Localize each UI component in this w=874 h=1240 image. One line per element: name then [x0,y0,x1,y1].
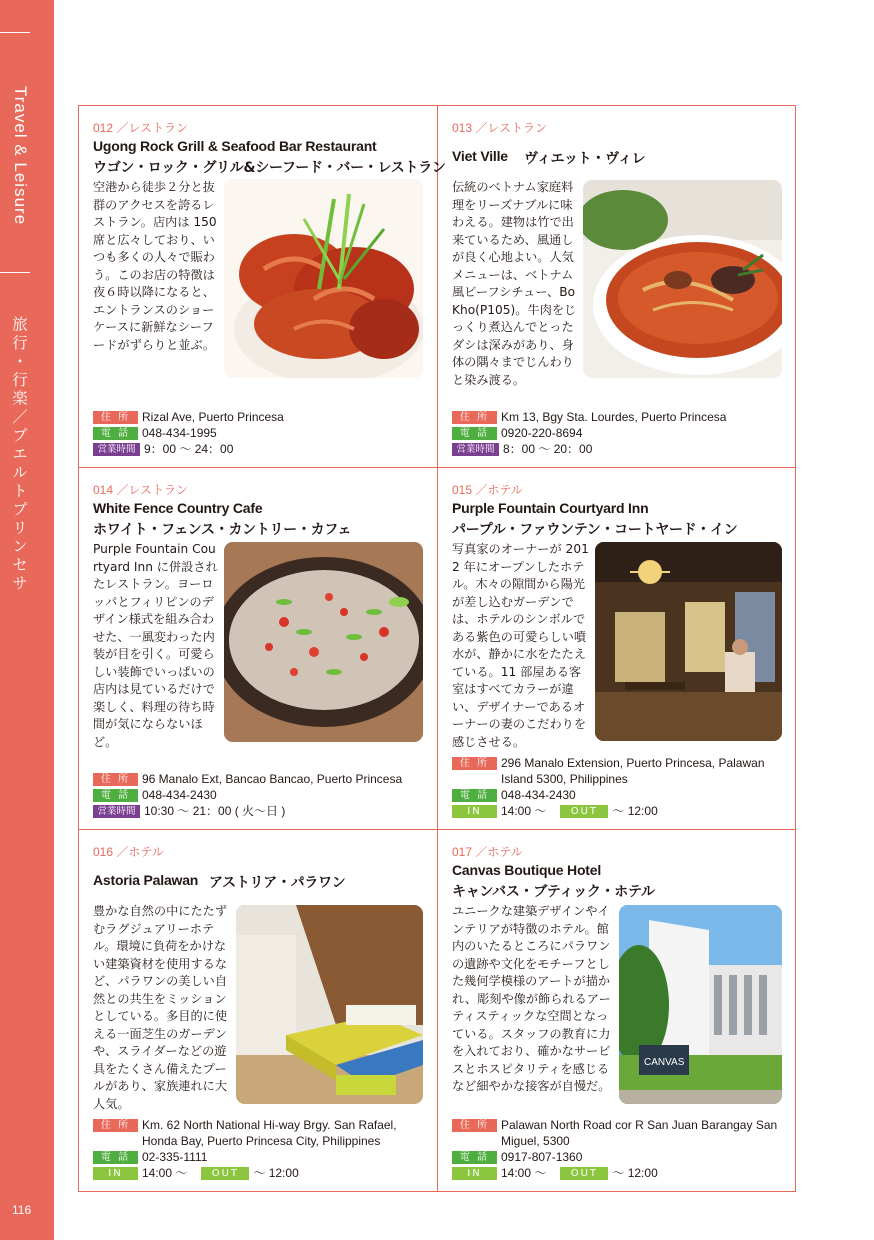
phone: 0917-807-1360 [501,1150,583,1164]
hours-label: 営業時間 [93,443,140,456]
checkout-time: ～ 12:00 [612,804,658,818]
address-line-1: Km. 62 North National Hi-way Brgy. San Rafael, [142,1118,397,1132]
phone-label: 電 話 [452,427,497,440]
info-block [452,755,765,819]
shrimp-dish-photo [224,179,423,378]
phone-label: 電 話 [93,1151,138,1164]
address-line-2: Honda Bay, Puerto Princesa City, Philippines [142,1134,381,1148]
phone-label: 電 話 [93,789,138,802]
address: Km 13, Bgy Sta. Lourdes, Puerto Princesa [501,410,727,424]
phone-label: 電 話 [452,1151,497,1164]
category-label: 012 ／レストラン [93,121,188,135]
checkout-time: ～ 12:00 [612,1166,658,1180]
description: 空港から徒歩２分と抜群のアクセスを誇るレストラン。店内は 150 席と広々しており、いつも多くの人々で賑わう。このお店の特徴は夜６時以降になると、エントランスのショーケースに新鮮なシーフードがずらりと並ぶ。 [93,180,217,352]
phone: 048-434-1995 [142,426,217,440]
address-label: 住 所 [93,411,138,424]
section-title-en: Travel & Leisure [11,86,30,226]
category-label: 017 ／ホテル [452,845,523,859]
address-label: 住 所 [93,1119,138,1132]
hotel-room-photo [236,905,423,1104]
category-label: 013 ／レストラン [452,121,547,135]
info-block [93,409,284,457]
checkin-time: 14:00 ～ [142,1166,188,1180]
phone-label: 電 話 [93,427,138,440]
name-en: Viet Ville [452,148,508,164]
category-label: 016 ／ホテル [93,845,164,859]
name-en: White Fence Country Cafe [93,500,263,516]
address-line-1: Palawan North Road cor R San Juan Barangay San [501,1118,778,1132]
page-number: 116 [12,1203,32,1217]
name-en: Canvas Boutique Hotel [452,862,602,878]
name-jp: ヴィエット・ヴィレ [524,151,646,167]
sidebar-divider [0,32,30,33]
name-en: Astoria Palawan [93,872,199,888]
checkin-label: IN [93,1167,138,1180]
phone: 0920-220-8694 [501,426,583,440]
grid-divider [78,467,796,468]
address-line-2: Island 5300, Philippines [501,772,628,786]
checkin-time: 14:00 ～ [501,1166,547,1180]
hotel-sign: CANVAS [644,1057,685,1068]
description: Purple Fountain Courtyard Inn に併設されたレストラン。ヨーロッパとフィリピンのデザイン様式を組み合わせた、一風変わった内装が目を引く。可愛らしい装飾でいっぱいの店内は見ているだけで楽しく、料理の待ち時間が気にならないほど。 [93,542,218,749]
checkin-label: IN [452,1167,497,1180]
grid-divider [78,829,796,830]
section-title-jp: 旅行・行楽／プエルトプリンセサ [10,316,28,594]
hours-label: 営業時間 [452,443,499,456]
name-en: Purple Fountain Courtyard Inn [452,500,649,516]
info-block [93,771,402,819]
description: 伝統のベトナム家庭料理をリーズナブルに味わえる。建物は竹で出来ているため、風通しが良く心地よい。人気メニューは、ベトナム風ビーフシチュー、Bo Kho(P105)。牛肉をじっくり煮込んでとったダシは深みがあり、身体の隅々までじんわりと染み渡る。 [452,180,577,387]
address-label: 住 所 [452,411,497,424]
name-en: Ugong Rock Grill & Seafood Bar Restaurant [93,138,377,154]
address-label: 住 所 [452,757,497,770]
phone: 048-434-2430 [501,788,576,802]
address-label: 住 所 [452,1119,497,1132]
checkout-time: ～ 12:00 [253,1166,299,1180]
description: 豊かな自然の中にたたずむラグジュアリーホテル。環境に負荷をかけない建築資材を使用するなど、パラワンの美しい自然との共生をミッションとしている。多目的に使える一面芝生のガーデンや、スライダーなどの遊具をたくさん備えたプールがあり、家族連れに大人気。 [93,904,228,1111]
grid-divider [437,105,438,1192]
checkout-label: OUT [560,1167,608,1180]
checkout-label: OUT [201,1167,249,1180]
phone: 048-434-2430 [142,788,217,802]
phone: 02-335-1111 [142,1150,208,1164]
sidebar-divider [0,272,30,273]
phone-label: 電 話 [452,789,497,802]
address-line-2: Miguel, 5300 [501,1134,570,1148]
courtyard-interior-photo [595,542,782,741]
checkout-label: OUT [560,805,608,818]
category-label: 015 ／ホテル [452,483,523,497]
info-block [452,409,726,457]
hours-label: 営業時間 [93,805,140,818]
info-block [93,1117,397,1181]
address-line-1: 296 Manalo Extension, Puerto Princesa, Palawan [501,756,765,770]
category-label: 014 ／レストラン [93,483,188,497]
info-block [452,1117,777,1181]
hours: 10:30 ～ 21：00 ( 火～日 ) [144,804,286,818]
description: ユニークな建築デザインやインテリアが特徴のホテル。館内のいたるところにパラワンの遺跡や文化をモチーフとした幾何学模様のアートが描かれ、彫刻や像が飾られるアーティスティックな空間となっている。スタッフの教育に力を入れており、確かなサービスとホスピタリティを感じるなど細やかな接客が自慢だ。 [452,904,611,1093]
name-jp: キャンバス・ブティック・ホテル [452,884,655,900]
hotel-exterior-photo [619,905,782,1104]
hours: 8：00 ～ 20：00 [503,442,593,456]
soup-photo [583,180,782,378]
name-jp: ウゴン・ロック・グリル&シーフード・バー・レストラン [93,160,446,176]
name-jp: パープル・ファウンテン・コートヤード・イン [452,522,738,538]
hours: 9：00 ～ 24：00 [144,442,234,456]
name-jp: アストリア・パラワン [209,875,346,891]
address: 96 Manalo Ext, Bancao Bancao, Puerto Princesa [142,772,403,786]
checkin-label: IN [452,805,497,818]
address-label: 住 所 [93,773,138,786]
description: 写真家のオーナーが 2012 年にオープンしたホテル。木々の隙間から陽光が差し込むガーデンでは、ホテルのシンボルである紫色の可愛らしい噴水が、静かに水をたたえている。11 部屋ある客室はすべてカラーが違い、デザイナーであるオーナーの妻のこだわりを感じさせる。 [452,542,589,749]
checkin-time: 14:00 ～ [501,804,547,818]
sidebar [0,0,54,1240]
sisig-dish-photo [224,542,423,742]
address: Rizal Ave, Puerto Princesa [142,410,284,424]
name-jp: ホワイト・フェンス・カントリー・カフェ [93,522,352,538]
